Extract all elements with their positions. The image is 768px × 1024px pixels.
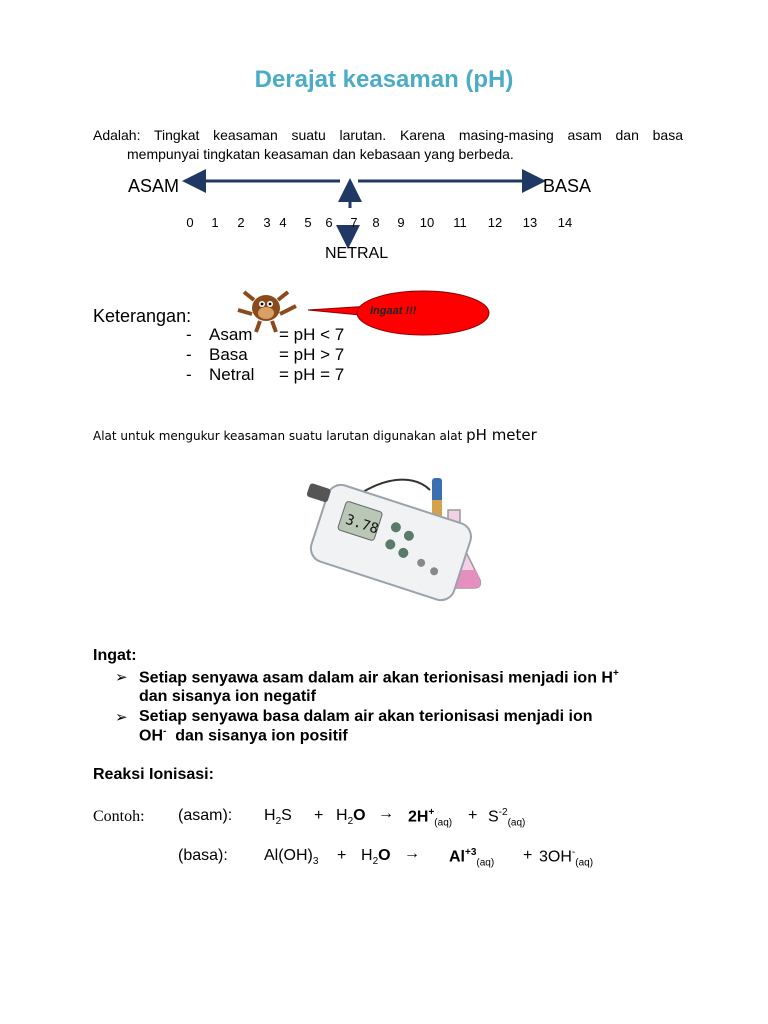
ph-scale-arrows [0, 0, 768, 260]
tick-14: 14 [557, 215, 573, 230]
alat-text: Alat untuk mengukur keasaman suatu larutan digunakan alat [93, 429, 463, 443]
eq-asam-reactant-2: $H_2O$ [336, 807, 366, 828]
neutral-label: NETRAL [325, 245, 389, 262]
item-name-netral: Netral [209, 365, 255, 384]
item-dash: - [186, 325, 192, 344]
meter-display: 3.78 [343, 511, 381, 538]
alat-tool: pH meter [466, 426, 537, 444]
item-name-asam: Asam [209, 325, 253, 344]
eq-asam-reactant-1: $H_2S$ [264, 807, 292, 828]
bullet-2-line-2: OH- dan sisanya ion positif [139, 726, 348, 745]
reaksi-heading: Reaksi Ionisasi: [93, 766, 214, 783]
tick-13: 13 [522, 215, 538, 230]
alat-sentence [93, 426, 537, 444]
eq-basa-product-2: $3OH^-_{(aq)}$ [539, 847, 594, 869]
tick-3: 3 [263, 215, 271, 230]
acid-label: ASAM [128, 176, 180, 196]
tick-10: 10 [419, 215, 435, 230]
eq-basa-product-1: $Al^{+3}_{(aq)}$ [449, 847, 495, 869]
item-dash: - [186, 345, 192, 364]
eq-asam-plus-2: + [468, 807, 478, 824]
base-label: BASA [543, 176, 592, 196]
contoh-label: Contoh: [93, 808, 145, 825]
tick-11: 11 [453, 215, 467, 230]
tick-1: 1 [211, 215, 219, 230]
item-rule-asam: = pH < 7 [279, 325, 345, 344]
meter-icon [288, 475, 474, 604]
definition-line-2: mempunyai tingkatan keasaman dan kebasaan yang berbeda. [127, 146, 514, 162]
eq-asam-label: (asam): [178, 807, 233, 824]
tick-9: 9 [397, 215, 405, 230]
bullet-1-line-1: Setiap senyawa asam dalam air akan terionisasi menjadi ion H+ [139, 668, 619, 687]
eq-basa-plus-1: + [337, 847, 347, 864]
eq-asam-product-1: $2H^+_{(aq)}$ [408, 807, 453, 829]
bullet-arrow-icon: ➢ [115, 669, 128, 686]
eq-basa-reactant-1: $Al(OH)_3$ [264, 847, 319, 868]
bullet-arrow-icon: ➢ [115, 709, 128, 726]
keterangan-heading: Keterangan: [93, 306, 192, 326]
bullet-2-line-1: Setiap senyawa basa dalam air akan terionisasi menjadi ion [139, 708, 593, 725]
tick-6: 6 [325, 215, 333, 230]
tick-7: 7 [350, 215, 358, 230]
ph-meter-image [280, 470, 500, 635]
tick-4: 4 [279, 215, 287, 230]
item-name-basa: Basa [209, 345, 248, 364]
eq-basa-plus-2: + [523, 847, 533, 864]
tick-2: 2 [237, 215, 245, 230]
eq-basa-reactant-2: $H_2O$ [361, 847, 391, 868]
bullet-1-line-2: dan sisanya ion negatif [139, 688, 316, 705]
item-rule-netral: = pH = 7 [279, 365, 345, 384]
cartoon-callout [230, 280, 500, 340]
eq-asam-plus-1: + [314, 807, 324, 824]
item-dash: - [186, 365, 192, 384]
eq-basa-label: (basa): [178, 847, 228, 864]
item-rule-basa: = pH > 7 [279, 345, 345, 364]
tick-8: 8 [372, 215, 380, 230]
tick-0: 0 [186, 215, 194, 230]
ingat-heading: Ingat: [93, 647, 137, 664]
definition-line-1: Adalah: Tingkat keasaman suatu larutan. Karena masing-masing asam dan basa [93, 127, 683, 143]
eq-asam-product-2: $S^{-2}_{(aq)}$ [488, 807, 526, 829]
tick-5: 5 [304, 215, 312, 230]
page-title: Derajat keasaman (pH) [254, 66, 514, 93]
eq-asam-arrow: → [378, 805, 394, 822]
callout-text: Ingaat !!! [370, 305, 417, 317]
tick-12: 12 [487, 215, 503, 230]
eq-basa-arrow: → [404, 845, 420, 862]
